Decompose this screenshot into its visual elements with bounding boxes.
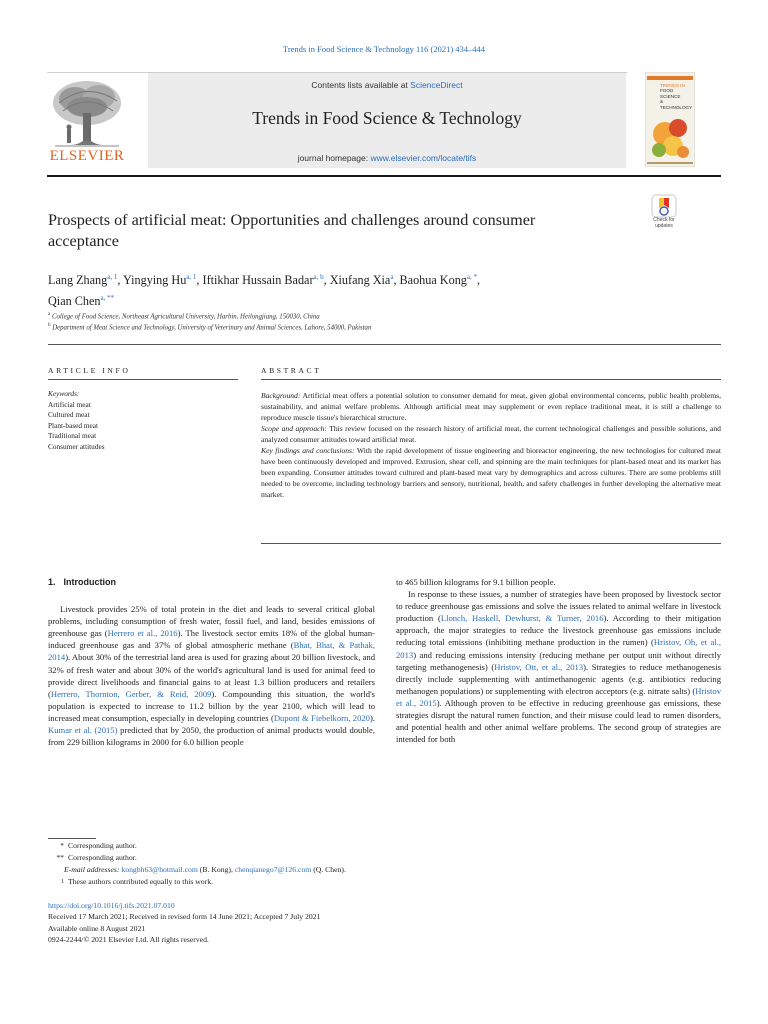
abstract-scope (261, 423, 721, 445)
reference-link[interactable]: Llonch, Haskell, Dewhurst, & Turner, 2016 (440, 613, 604, 624)
abstract-background-label: Background: (261, 391, 301, 400)
affiliation-b (48, 323, 371, 331)
footnotes (48, 840, 548, 888)
abstract-rule (261, 379, 721, 380)
elsevier-logo (47, 73, 127, 168)
abstract-background-text: Artificial meat offers a potential solution to consumer demand for meat, given global environmental concerns, public health problems, sustainability, and animal welfare problems. Although artificial meat may supplement or even replace traditional meat, it is still a challenge to reproduce muscle tissue's hierarchical structure. (261, 391, 721, 422)
contents-line (148, 80, 626, 90)
body-text: ). Strategies to reduce methanogenesis directly include supplementing with antimethanogenic agents (e.g. antibiotics reducing methanogen populations) or supplementing with electron acceptors (e.g. nitrate salts) ( (396, 661, 721, 696)
abstract-findings-label: Key findings and conclusions: (261, 446, 355, 455)
cover-title-line1: TRENDS IN (660, 83, 685, 88)
body-paragraph (48, 603, 375, 748)
author-superscript[interactable]: a, 1 (186, 273, 197, 281)
affiliation-mark: a (48, 312, 51, 317)
footnote-text: Corresponding author. (68, 841, 137, 850)
footnote-corresponding-1 (48, 840, 548, 852)
body-text: ). Compounding this situation, the world's population is expected to increase to 11.2 billion by the year 2100, which will lead to increased meat consumption, especially in developing countries ( (48, 688, 375, 723)
reference-link[interactable]: Dupont & Fiebelkorn, 2020 (273, 712, 370, 723)
email-link-chen[interactable]: chenqianego7@126.com (234, 865, 312, 874)
body-text: ). About 30% of the terrestrial land area is used for grazing about 20 billion livestock, and 32% of fresh water and about 30% of the world's agricultural land is used for animal feed to provide direct livelihoods and financial gains to at least 1.3 billion producers and retailers ( (48, 652, 375, 699)
abstract-heading: ABSTRACT (261, 366, 322, 375)
abstract-findings (261, 445, 721, 500)
author-superscript[interactable]: a (390, 273, 394, 281)
email-link-kong[interactable]: kongbh63@hotmail.com (121, 865, 198, 874)
body-text: ) and reducing emissions intensity (reducing methane per output unit without directly targeting methanogenesis) ( (396, 649, 721, 672)
abstract-scope-text: This review focused on the research history of artificial meat, the current technological challenges and possible solutions, and analyzed consumer attitudes toward artificial meat. (261, 424, 721, 444)
homepage-prefix: journal homepage: (297, 153, 371, 163)
footnote-rule (48, 838, 96, 839)
author-superscript[interactable]: a, 1 (107, 273, 118, 281)
contents-prefix: Contents lists available at (311, 80, 411, 90)
footnote-text: These authors contributed equally to this work. (68, 877, 213, 886)
cover-title (660, 83, 694, 110)
body-paragraph-continued: to 465 billion kilograms for 9.1 billion people. (396, 577, 556, 587)
email-owner: (Q. Chen). (311, 865, 346, 874)
author-superscript[interactable]: a, ** (100, 294, 115, 303)
copyright: 0924-2244/© 2021 Elsevier Ltd. All rights reserved. (48, 935, 209, 945)
affiliation-mark: b (48, 323, 51, 328)
cover-title-line3: & TECHNOLOGY (660, 99, 693, 110)
reference-link[interactable]: Hristov, Ott, et al., 2013 (494, 661, 584, 672)
homepage-line (148, 153, 626, 163)
reference-link[interactable]: Herrero et al., 2016 (107, 628, 178, 639)
affiliation-a (48, 312, 320, 320)
abstract-scope-label: Scope and approach: (261, 424, 327, 433)
author-superscript[interactable]: a, b (313, 273, 324, 281)
section-heading (48, 576, 375, 588)
footnote-text: Corresponding author. (68, 853, 137, 862)
footnote-mark: * (60, 841, 64, 850)
header-bottom-rule (47, 175, 721, 177)
body-text: predicted that by 2050, the production of animal products would double, from 229 billion kilograms in 2000 for 6.0 billion people (48, 725, 375, 748)
email-label: E-mail addresses: (64, 865, 120, 874)
article-info-heading: ARTICLE INFO (48, 366, 131, 375)
body-paragraph (396, 588, 721, 745)
keywords-block (48, 389, 238, 452)
received-dates: Received 17 March 2021; Received in revised form 14 June 2021; Accepted 7 July 2021 (48, 912, 321, 922)
check-updates-line2: updates (655, 223, 673, 229)
journal-citation[interactable]: Trends in Food Science & Technology 116 (2021) 434–444 (282, 44, 486, 54)
reference-link[interactable]: Hristov et al., 2015 (396, 685, 721, 708)
abstract-body (261, 390, 721, 500)
body-right-column (396, 576, 721, 745)
body-text: ). Although proven to be effective in reducing greenhouse gas emissions, these strategies disrupt the natural rumen function, and their misuse could lead to rumen disorders, and potential health and other animal welfare problems. The second group of strategies are intended for both (396, 697, 721, 745)
author-name[interactable]: Iftikhar Hussain Badar (202, 273, 314, 288)
reference-link[interactable]: Kumar et al. (2015) (48, 725, 118, 736)
keyword-item: Plant-based meat (48, 420, 99, 430)
body-text: ). The livestock sector emits 18% of the global human-induced greenhouse gas and 37% of global atmospheric methane ( (48, 628, 376, 651)
check-updates-icon (647, 194, 681, 218)
abstract-findings-text: With the rapid development of tissue engineering and bioreactor engineering, the new technologies for cultured meat have been continuously developed and improved. Extrusion, shear cell, and spinning are the main techniques for plant-based meat and its market has been expanding. Consumer attitudes toward cultured and plant-based meat vary by demographics and across cultures. There are some problems still needed to be overcome, including technology barriers and sensory, nutritional, health, and safety challenges in further developing the alternative meat market. (261, 446, 721, 499)
check-updates-line1: Check for (653, 217, 675, 223)
paper-title: Prospects of artificial meat: Opportunities and challenges around consumer acceptance (48, 211, 536, 250)
reference-link[interactable]: Bhat, Bhat, & Pathak, 2014 (48, 640, 375, 663)
footnote-mark: ** (56, 853, 64, 862)
keyword-item: Traditional meat (48, 431, 97, 440)
available-online: Available online 8 August 2021 (48, 923, 146, 933)
keyword-item: Artificial meat (48, 399, 91, 409)
body-text: In response to these issues, a number of strategies have been proposed by livestock sector to reduce greenhouse gas emissions and solve the issues related to animal welfare in livestock production ( (396, 589, 721, 624)
footnote-mark: 1 (61, 879, 64, 885)
journal-cover[interactable] (645, 72, 695, 167)
abstract-bottom-rule (261, 543, 721, 544)
cover-title-line2: FOOD SCIENCE (660, 88, 681, 99)
footnote-corresponding-2 (48, 852, 548, 864)
body-text: Livestock provides 25% of total protein in the diet and leads to several critical global problems, including consumption of fresh water, fossil fuel, and land, besides emissions of greenhouse gas ( (48, 604, 375, 639)
affiliation-text: College of Food Science, Northeast Agricultural University, Harbin, Heilongjiang, 150030, China (51, 313, 320, 321)
footnote-emails (48, 864, 548, 876)
check-updates-text (647, 217, 681, 229)
abstract-background (261, 390, 721, 423)
body-text: ). (369, 712, 375, 723)
email-owner: (B. Kong), (197, 865, 235, 874)
affiliation-rule (48, 344, 721, 345)
body-text: ). According to their mitigation approach, the major strategies to reduce the livestock greenhouse gas emissions include reducing total emissions (inhibiting methane production in the rumen) ( (396, 613, 721, 648)
section-number: 1. (48, 577, 56, 587)
reference-link[interactable]: Herrero, Thornton, Gerber, & Reid, 2009 (50, 688, 212, 699)
affiliation-text: Department of Meat Science and Technology, University of Veterinary and Animal Sciences, Lahore, 54000, Pakistan (52, 324, 372, 332)
article-info-rule (48, 379, 238, 380)
author-name[interactable]: Yingying Hu (123, 273, 187, 288)
author-name[interactable]: Lang Zhang (48, 273, 108, 288)
author-name[interactable]: Xiufang Xia (329, 273, 391, 288)
check-for-updates-badge[interactable] (647, 194, 681, 232)
publisher-name: ELSEVIER (49, 148, 125, 164)
keywords-label: Keywords: (48, 389, 80, 398)
sciencedirect-link[interactable]: ScienceDirect (410, 80, 463, 90)
author-name[interactable]: Baohua Kong (399, 273, 467, 288)
keyword-item: Cultured meat (48, 410, 90, 419)
journal-title: Trends in Food Science & Technology (252, 108, 522, 128)
body-left-column (48, 576, 375, 748)
author-superscript[interactable]: a, * (466, 273, 477, 281)
keyword-item: Consumer attitudes (48, 441, 105, 451)
section-title: Introduction (63, 577, 117, 587)
reference-link[interactable]: Hristov, Oh, et al., 2013 (396, 637, 721, 660)
footnote-equal-contribution (48, 876, 548, 888)
homepage-link[interactable]: www.elsevier.com/locate/tifs (370, 153, 477, 163)
author-name[interactable]: Qian Chen (48, 294, 101, 309)
doi-link[interactable]: https://doi.org/10.1016/j.tifs.2021.07.010 (48, 901, 175, 910)
author-list: Lang Zhang$^{a, 1}$, Yingying Hu$^{a, 1}$, Iftikhar Hussain Badar$^{a, b}$, Xiufang Xia$^a$, Baohua Kong$^{a, *}$, Qian Chen$^{a, **}$ (48, 273, 481, 309)
article-meta (48, 900, 548, 946)
